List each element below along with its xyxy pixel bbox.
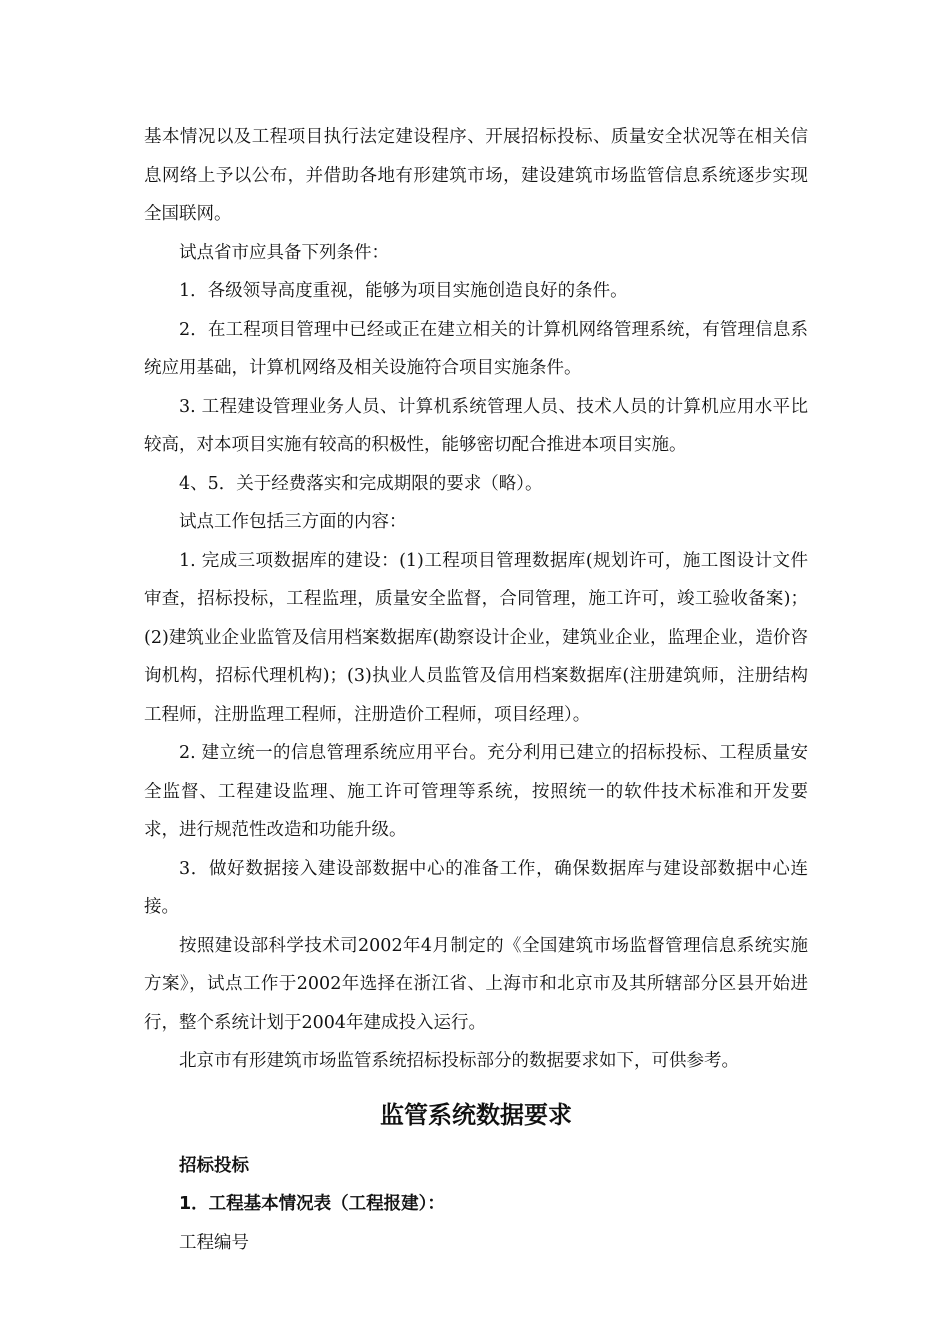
field-label: 工程编号 <box>179 1232 249 1253</box>
section-subheading: 招标投标 <box>179 1155 249 1176</box>
paragraph-condition-2: 2．在工程项目管理中已经或正在建立相关的计算机网络管理系统，有管理信息系统应用基础，计算机网络及相关设施符合项目实施条件。 <box>144 319 808 378</box>
paragraph-content-1: 1. 完成三项数据库的建设：(1)工程项目管理数据库(规划许可，施工图设计文件审查，招标投标，工程监理，质量安全监督，合同管理，施工许可，竣工验收备案)；(2)建筑业企业监管及信用档案数据库(勘察设计企业，建筑业企业，监理企业，造价咨询机构，招标代理机构)；(3)执业人员监管及信用档案数据库(注册建筑师，注册结构工程师，注册监理工程师，注册造价工程师，项目经理）。 <box>144 550 808 725</box>
section-title: 监管系统数据要求 <box>380 1100 572 1129</box>
paragraph-pilot-content: 试点工作包括三方面的内容： <box>179 512 407 532</box>
paragraph-beijing-reference: 北京市有形建筑市场监管系统招标投标部分的数据要求如下，可供参考。 <box>179 1051 739 1071</box>
paragraph-intro-continuation: 基本情况以及工程项目执行法定建设程序、开展招标投标、质量安全状况等在相关信息网络上予以公布，并借助各地有形建筑市场，建设建筑市场监管信息系统逐步实现全国联网。 <box>144 127 808 224</box>
document-page <box>144 118 808 1262</box>
paragraph-implementation-plan: 按照建设部科学技术司2002年4月制定的《全国建筑市场监督管理信息系统实施方案》，试点工作于2002年选择在浙江省、上海市和北京市及其所辖部分区县开始进行，整个系统计划于2004年建成投入运行。 <box>144 935 808 1033</box>
paragraph-condition-4-5: 4、5．关于经费落实和完成期限的要求（略）。 <box>179 473 543 494</box>
paragraph-content-3: 3．做好数据接入建设部数据中心的准备工作，确保数据库与建设部数据中心连接。 <box>144 858 808 917</box>
paragraph-condition-1: 1．各级领导高度重视，能够为项目实施创造良好的条件。 <box>179 281 628 301</box>
paragraph-pilot-conditions: 试点省市应具备下列条件： <box>179 242 389 263</box>
paragraph-content-2: 2. 建立统一的信息管理系统应用平台。充分利用已建立的招标投标、工程质量安全监督、工程建设监理、施工许可管理等系统，按照统一的软件技术标准和开发要求，进行规范性改造和功能升级。 <box>144 743 808 840</box>
item-heading: 1．工程基本情况表（工程报建）： <box>179 1194 445 1214</box>
paragraph-condition-3: 3. 工程建设管理业务人员、计算机系统管理人员、技术人员的计算机应用水平比较高，对本项目实施有较高的积极性，能够密切配合推进本项目实施。 <box>144 396 808 455</box>
